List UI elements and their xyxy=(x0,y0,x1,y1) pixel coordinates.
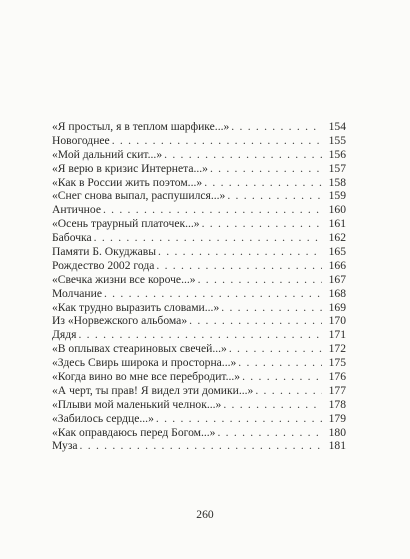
toc-leader-dots xyxy=(217,426,322,440)
toc-leader-dots xyxy=(255,384,322,398)
toc-entry-title: «Осень траурный платочек...» xyxy=(52,217,200,231)
toc-entry-page: 162 xyxy=(328,231,346,245)
toc-leader-dots xyxy=(158,245,322,259)
toc-entry xyxy=(52,120,346,134)
toc-entry-page: 179 xyxy=(328,411,346,425)
toc-leader-dots xyxy=(227,189,322,203)
toc-entry xyxy=(52,245,346,259)
toc-entry xyxy=(52,356,346,370)
toc-entry-page: 181 xyxy=(328,439,346,453)
toc-entry-title: «В оплывах стеариновых свечей...» xyxy=(52,342,227,356)
toc-entry-title: Молчание xyxy=(52,286,102,300)
toc-leader-dots xyxy=(78,328,322,342)
toc-entry-title: Античное xyxy=(52,203,101,217)
toc-entry xyxy=(52,189,346,203)
toc-leader-dots xyxy=(242,370,322,384)
toc-entry xyxy=(52,176,346,190)
toc-entry xyxy=(52,398,346,412)
toc-leader-dots xyxy=(80,439,322,453)
toc-entry xyxy=(52,301,346,315)
toc-entry xyxy=(52,328,346,342)
toc-entry xyxy=(52,273,346,287)
toc-entry-page: 178 xyxy=(328,397,346,411)
toc-entry xyxy=(52,203,346,217)
toc-entry-title: Муза xyxy=(52,439,78,453)
toc-entry-page: 158 xyxy=(328,175,346,189)
toc-entry xyxy=(52,314,346,328)
toc-entry-page: 155 xyxy=(328,133,346,147)
toc-leader-dots xyxy=(231,120,322,134)
toc-entry-title: «Как в России жить поэтом...» xyxy=(52,175,203,189)
toc-entry-title: «Здесь Свирь широка и просторна...» xyxy=(52,356,237,370)
toc-leader-dots xyxy=(223,398,322,412)
toc-entry-title: Рождество 2002 года xyxy=(52,258,155,272)
toc-entry-page: 172 xyxy=(328,342,346,356)
toc-entry xyxy=(52,412,346,426)
toc-entry-page: 165 xyxy=(328,245,346,259)
toc-entry-page: 161 xyxy=(328,217,346,231)
toc-entry-title: «Как трудно выразить словами...» xyxy=(52,300,220,314)
toc-entry-page: 166 xyxy=(328,258,346,272)
toc-leader-dots xyxy=(164,148,322,162)
toc-entry-page: 154 xyxy=(328,120,346,133)
toc-entry-title: «Когда вино во мне все перебродит...» xyxy=(52,370,241,384)
toc-entry-title: «Свечка жизни все короче...» xyxy=(52,272,196,286)
toc-entry-title: «А черт, ты прав! Я видел эти домики...» xyxy=(52,383,254,397)
toc-entry-title: «Я верю в кризис Интернета...» xyxy=(52,161,208,175)
toc-entry xyxy=(52,162,346,176)
toc-entry xyxy=(52,231,346,245)
toc-entry xyxy=(52,439,346,453)
toc-entry-page: 171 xyxy=(328,328,346,342)
toc-entry-page: 177 xyxy=(328,383,346,397)
toc-leader-dots xyxy=(198,273,322,287)
toc-entry-title: Новогоднее xyxy=(52,133,110,147)
toc-entry-page: 168 xyxy=(328,286,346,300)
toc-leader-dots xyxy=(221,301,322,315)
toc-entry-title: «Снег снова выпал, распушился...» xyxy=(52,189,226,203)
toc-entry-title: Из «Норвежского альбома» xyxy=(52,314,188,328)
toc-entry xyxy=(52,384,346,398)
toc-entry-title: «Забилось сердце...» xyxy=(52,411,154,425)
toc-entry-title: «Мой дальний скит...» xyxy=(52,147,163,161)
toc-leader-dots xyxy=(104,287,322,301)
toc-entry-page: 176 xyxy=(328,370,346,384)
toc-entry-title: Дядя xyxy=(52,328,77,342)
toc-entry-page: 159 xyxy=(328,189,346,203)
toc-leader-dots xyxy=(238,356,322,370)
toc-entry-title: «Как оправдаюсь перед Богом...» xyxy=(52,425,216,439)
toc-leader-dots xyxy=(103,203,322,217)
toc-entry-title: Памяти Б. Окуджавы xyxy=(52,245,157,259)
toc-entry-page: 160 xyxy=(328,203,346,217)
toc-entry-page: 167 xyxy=(328,272,346,286)
toc-entry-title: «Плыви мой маленький челнок...» xyxy=(52,397,222,411)
toc-leader-dots xyxy=(156,259,322,273)
toc-entry xyxy=(52,370,346,384)
toc-entry xyxy=(52,259,346,273)
toc-entry-page: 156 xyxy=(328,147,346,161)
toc-leader-dots xyxy=(156,412,322,426)
toc-entry-page: 170 xyxy=(328,314,346,328)
table-of-contents xyxy=(52,120,346,453)
toc-entry-title: Бабочка xyxy=(52,231,92,245)
toc-entry xyxy=(52,134,346,148)
toc-leader-dots xyxy=(112,134,322,148)
toc-entry-page: 175 xyxy=(328,356,346,370)
toc-entry xyxy=(52,287,346,301)
toc-leader-dots xyxy=(210,162,322,176)
toc-entry-page: 169 xyxy=(328,300,346,314)
page-number: 260 xyxy=(196,508,214,521)
toc-entry xyxy=(52,217,346,231)
toc-leader-dots xyxy=(229,342,322,356)
toc-leader-dots xyxy=(189,314,322,328)
toc-entry xyxy=(52,426,346,440)
toc-leader-dots xyxy=(204,176,322,190)
toc-entry xyxy=(52,342,346,356)
toc-entry xyxy=(52,148,346,162)
toc-entry-title: «Я простыл, я в теплом шарфике...» xyxy=(52,120,230,133)
toc-leader-dots xyxy=(94,231,322,245)
toc-entry-page: 157 xyxy=(328,161,346,175)
toc-leader-dots xyxy=(202,217,322,231)
toc-entry-page: 180 xyxy=(328,425,346,439)
